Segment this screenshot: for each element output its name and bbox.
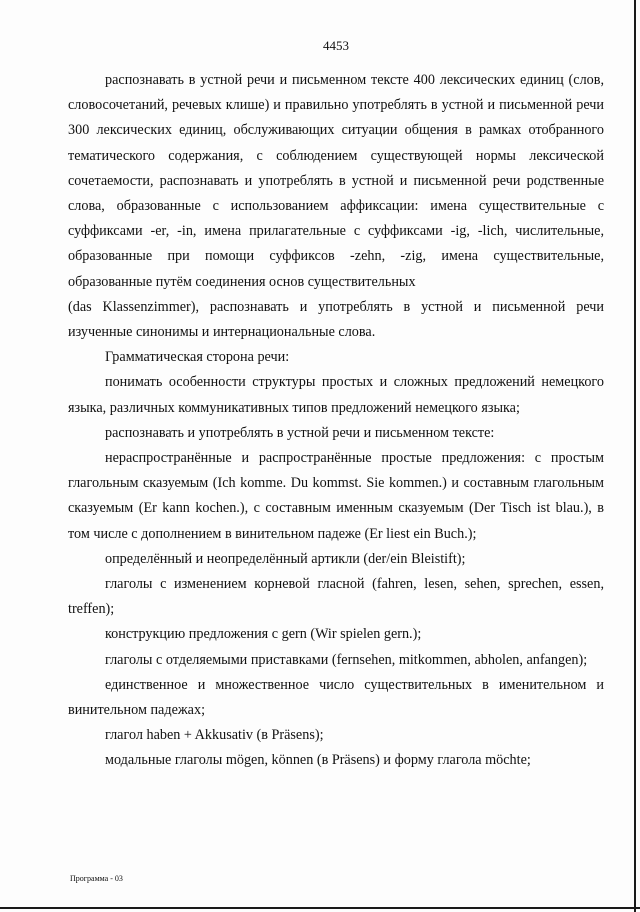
paragraph-haben-akkusativ: глагол haben + Akkusativ (в Präsens); <box>105 727 324 744</box>
document-body <box>68 68 604 774</box>
paragraph-separable-prefixes: глаголы с отделяемыми приставками (fernsehen, mitkommen, abholen, anfangen); <box>105 651 588 668</box>
scan-edge-bottom <box>0 907 640 909</box>
paragraph-lexical-units: распознавать в устной речи и письменном тексте 400 лексических единиц (слов, словосочетаний, речевых клише) и правильно употреблять в устной и письменной речи 300 лексических единиц, обслуживающих ситуации общения в рамках отобранного тематического содержания, с соблюдением существующей нормы лексической сочетаемости, распознавать и употреблять в устной и письменной речи родственные слова, образованные с использованием аффиксации: имена существительные с суффиксами -er, -in, имена прилагательные с суффиксами -ig, -lich, числительные, образованные при помощи суффиксов -zehn, -zig, имена существительные, образованные путём соединения основ существительных <box>68 72 604 290</box>
paragraph-sentence-structure: понимать особенности структуры простых и сложных предложений немецкого языка, различных коммуникативных типов предложений немецкого языка; <box>68 374 604 416</box>
scan-edge-right <box>634 0 636 912</box>
page-number: 4453 <box>323 38 349 53</box>
paragraph-modal-verbs: модальные глаголы mögen, können (в Präsens) и форму глагола möchte; <box>105 752 531 769</box>
paragraph-simple-sentences: нераспространённые и распространённые простые предложения: с простым глагольным сказуемым (Ich komme. Du kommst. Sie kommen.) и составным глагольным сказуемым (Er kann kochen.), с составным именным сказуемым (Der Tisch ist blau.), в том числе с дополнением в винительном падеже (Er liest ein Buch.); <box>68 450 604 542</box>
paragraph-gern-construction: конструкцию предложения с gern (Wir spielen gern.); <box>105 626 422 643</box>
paragraph-root-vowel-verbs: глаголы с изменением корневой гласной (fahren, lesen, sehen, sprechen, essen, treffen); <box>68 576 604 618</box>
paragraph-lexical-continuation: (das Klassenzimmer), распознавать и употреблять в устной и письменной речи изученные синонимы и интернациональные слова. <box>68 298 604 341</box>
paragraph-singular-plural: единственное и множественное число существительных в именительном и винительном падежах; <box>68 676 604 719</box>
paragraph-articles: определённый и неопределённый артикли (der/ein Bleistift); <box>105 550 466 567</box>
footer-label: Программа - 03 <box>70 874 123 883</box>
paragraph-recognize-use: распознавать и употреблять в устной речи и письменном тексте: <box>105 424 495 441</box>
paragraph-grammar-heading: Грамматическая сторона речи: <box>105 349 290 366</box>
